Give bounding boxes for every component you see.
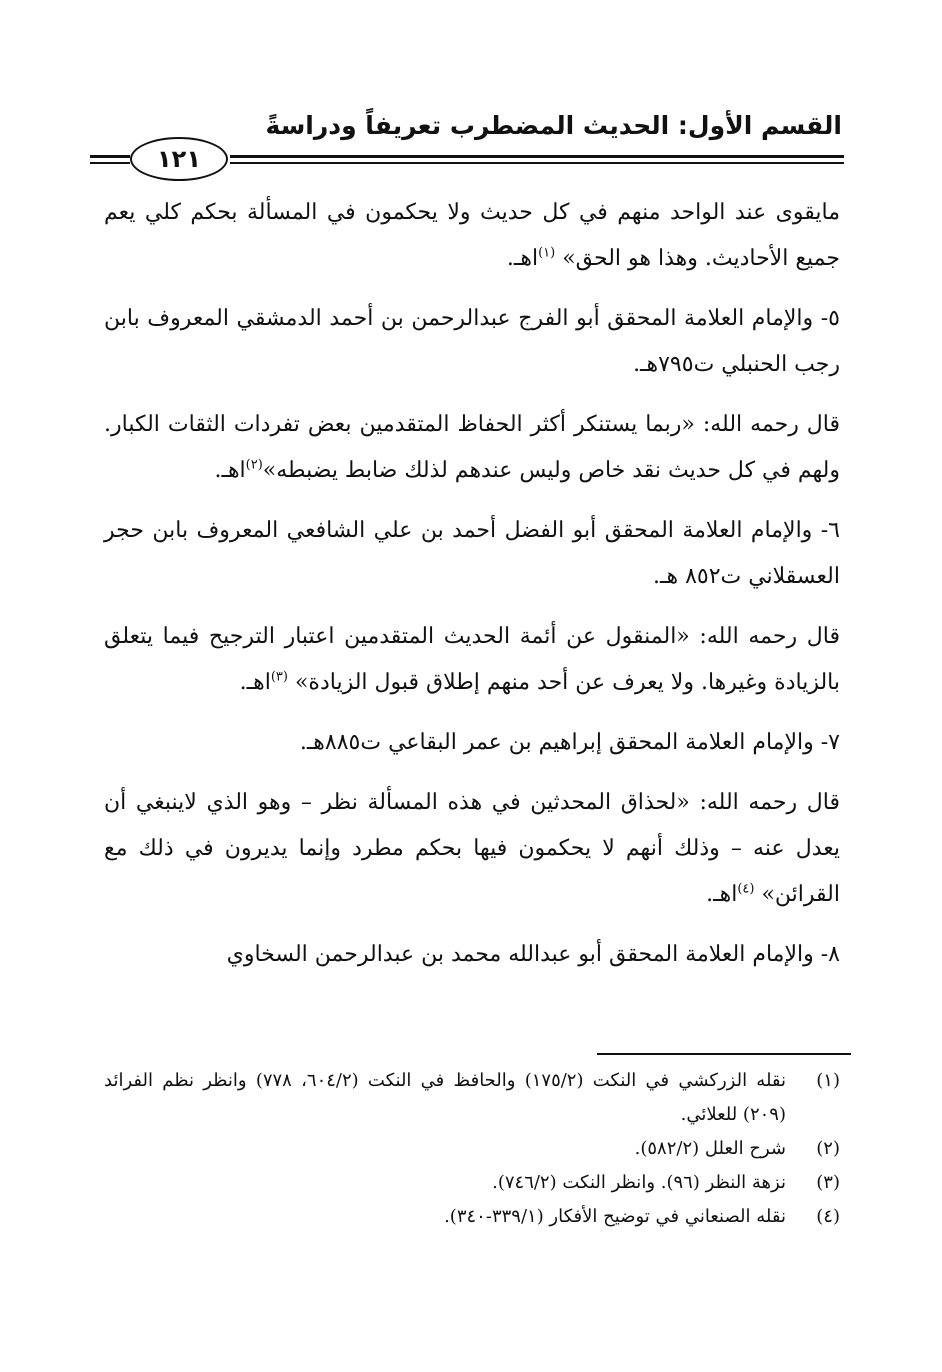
paragraph: ٧- والإمام العلامة المحقق إبراهيم بن عمر البقاعي ت٨٨٥هـ. [299,730,840,755]
footnote-ref[interactable]: (٤) [737,881,755,897]
header-rule [230,162,844,164]
footnote-text: نقله الزركشي في النكت (١٧٥/٢) والحافظ في النكت (٦٠٤/٢، ٧٧٨) وانظر نظم الفرائد (٢٠٩) للعلائي. [104,1070,787,1125]
running-title: القسم الأول: الحديث المضطرب تعريفاً ودراسةً [265,111,842,140]
paragraph: ٦- والإمام العلامة المحقق أبو الفضل أحمد بن علي الشافعي المعروف بابن حجر العسقلاني ت٨٥٢ هـ. [104,518,840,589]
footnote [104,1132,840,1166]
paragraph: مايقوى عند الواحد منهم في كل حديث ولا يحكمون في المسألة بحكم كلي يعم جميع الأحاديث. وهذا هو الحق» $^{(١)}$اهـ. [104,200,840,271]
footnote-separator [597,1053,851,1055]
paragraph: ٨- والإمام العلامة المحقق أبو عبدالله محمد بن عبدالرحمن السخاوي [226,942,840,967]
footnote-number: (٣) [816,1172,840,1193]
footnote-text: شرح العلل (٥٨٢/٢). [634,1138,786,1159]
footnote-ref[interactable]: (٣) [270,669,288,685]
footnote [104,1166,840,1200]
footnotes [104,1064,840,1234]
footnote [104,1200,840,1234]
header-rule [230,155,844,158]
paragraph: قال رحمه الله: «لحذاق المحدثين في هذه المسألة نظر – وهو الذي لاينبغي أن يعدل عنه – وذلك أنهم لا يحكمون فيها بحكم مطرد وإنما يديرون في ذلك مع القرائن» $^{(٤)}$اهـ. [104,790,840,907]
footnote-ref[interactable]: (٢) [245,457,263,473]
header-rule [90,155,130,158]
paragraph: قال رحمه الله: «ربما يستنكر أكثر الحفاظ المتقدمين بعض تفردات الثقات الكبار. ولهم في كل حديث نقد خاص وليس عندهم لذلك ضابط يضبطه»$^{(٢)}$اهـ. [104,412,840,483]
footnote-number: (١) [816,1070,840,1091]
footnote-number: (٢) [816,1138,840,1159]
page-header [90,105,852,185]
paragraph: قال رحمه الله: «المنقول عن أئمة الحديث المتقدمين اعتبار الترجيح فيما يتعلق بالزيادة وغيرها. ولا يعرف عن أحد منهم إطلاق قبول الزيادة» $^{(٣)}$اهـ. [104,624,840,695]
footnote-text: نقله الصنعاني في توضيح الأفكار (٣٣٩/١-٣٤٠). [444,1206,786,1227]
footnote-ref[interactable]: (١) [538,245,556,261]
footnote [104,1064,840,1132]
paragraph: ٥- والإمام العلامة المحقق أبو الفرج عبدالرحمن بن أحمد الدمشقي المعروف بابن رجب الحنبلي ت٧٩٥هـ. [104,306,840,377]
body-text [104,190,840,992]
header-rule [90,162,130,164]
page-number: ١٢١ [130,137,228,181]
footnote-number: (٤) [816,1206,840,1227]
footnote-text: نزهة النظر (٩٦). وانظر النكت (٧٤٦/٢). [492,1172,786,1193]
